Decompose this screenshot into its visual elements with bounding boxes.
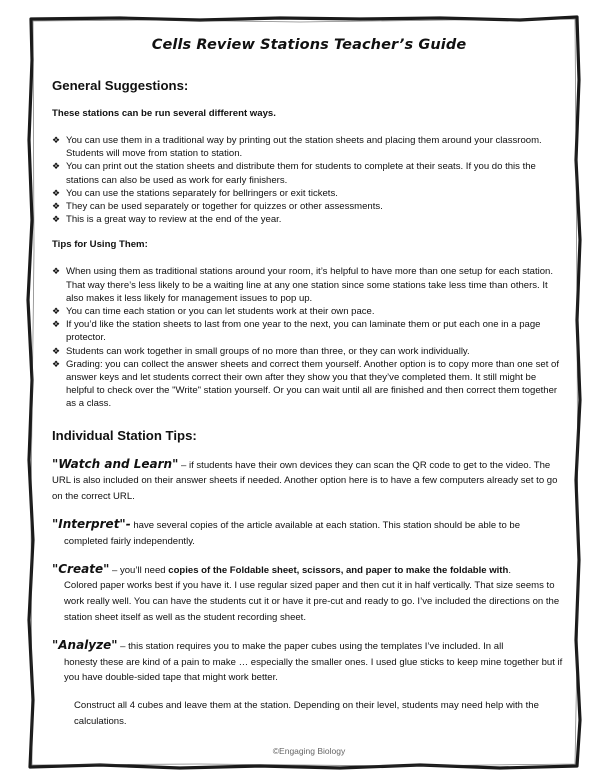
list-item: ❖ They can be used separately or together for quizzes or other assessments. — [52, 201, 383, 213]
station-name: "Interpret"- — [52, 517, 131, 532]
tips-list — [52, 265, 566, 410]
list-item: ❖ Grading: you can collect the answer sheets and correct them yourself. Another option is to copy more than one set of answer keys and let students correct their own after they show you that they’ve completed them. It still might be helpful to check over the "Write" station yourself. Or you can wait until all are finished and then correct them together as a class. — [52, 358, 559, 410]
guide-page — [52, 36, 566, 756]
station-name: "Create" — [52, 561, 110, 576]
list-item: ❖ Students can work together in small groups of no more than three, or they can work individually. — [52, 345, 470, 357]
list-item: ❖ You can print out the station sheets and distribute them for students to complete at their seats. If you do this the stations can also be used as work for early finishers. — [52, 161, 536, 186]
footer-copyright: ©Engaging Biology — [272, 746, 346, 756]
diamond-bullet-icon: ❖ — [52, 214, 61, 225]
list-item: ❖ You can time each station or you can let students work at their own pace. — [52, 306, 375, 318]
diamond-bullet-icon: ❖ — [52, 266, 61, 277]
station-name: "Analyze" — [52, 637, 118, 652]
diamond-bullet-icon: ❖ — [52, 135, 61, 145]
tips-heading: Tips for Using Them: — [52, 239, 148, 251]
list-item: ❖ You can use them in a traditional way by printing out the station sheets and placing them around your classroom. Students will move from station to station. — [52, 135, 542, 160]
station-name: "Watch and Learn" — [52, 456, 179, 471]
diamond-bullet-icon: ❖ — [52, 358, 61, 369]
list-item: ❖ You can use the stations separately for bellringers or exit tickets. — [52, 187, 338, 199]
diamond-bullet-icon: ❖ — [52, 187, 61, 198]
station-watch-and-learn: "Watch and Learn" – if students have their own devices they can scan the QR code to get to the video. The URL is also included on their answer sheets if needed. Another option here is to have a few computers already set to go on the correct URL. — [52, 456, 558, 503]
diamond-bullet-icon: ❖ — [52, 345, 61, 356]
stations-heading: Individual Station Tips: — [52, 427, 197, 443]
station-interpret: "Interpret"- have several copies of the article available at each station. This station should be able to be completed fairly independently. — [52, 517, 521, 547]
general-heading: General Suggestions: — [52, 78, 189, 93]
general-list — [52, 134, 566, 226]
station-analyze: "Analyze" – this station requires you to make the paper cubes using the templates I’ve included. In all honesty these are kind of a pain to make … especially the smaller ones. I used glue sticks to keep mine together but if you have double-sided tape that might work better. Construct all 4 cubes and leave them at the station. Depending on their level, students may need help with the calculations. — [52, 637, 563, 728]
page-title: Cells Review Stations Teacher’s Guide — [151, 37, 467, 53]
general-subheading: These stations can be run several different ways. — [52, 108, 276, 119]
diamond-bullet-icon: ❖ — [52, 201, 61, 212]
list-item: ❖ When using them as traditional stations around your room, it’s helpful to have more than one setup for each station. That way there’s less likely to be a waiting line at any one station since some stations take less time than others. It also makes it less likely for management issues to pop up. — [52, 266, 553, 304]
diamond-bullet-icon: ❖ — [52, 161, 61, 172]
diamond-bullet-icon: ❖ — [52, 319, 61, 330]
list-item: ❖ This is a great way to review at the end of the year. — [52, 214, 282, 226]
diamond-bullet-icon: ❖ — [52, 306, 61, 317]
list-item: ❖ If you’d like the station sheets to last from one year to the next, you can laminate them or put each one in a page protector. — [52, 319, 541, 344]
station-create: "Create" – you’ll need copies of the Foldable sheet, scissors, and paper to make the foldable with. Colored paper works best if you have it. I use regular sized paper and then cut it in half vertically. That size seems to work really well. You can have the students cut it or have it pre-cut and ready to go. I’ve included the directions on the station sheet itself as well as the student recording sheet. — [52, 561, 560, 624]
